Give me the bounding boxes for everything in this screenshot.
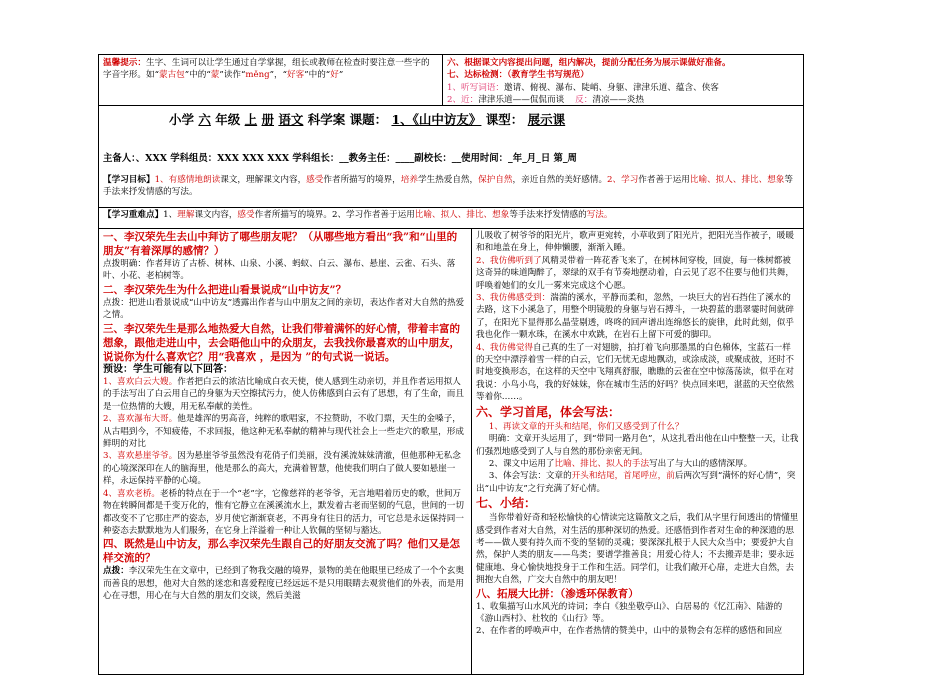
goal-text: 保护自然 bbox=[478, 175, 513, 185]
tip-text: ”中的“ bbox=[184, 70, 211, 81]
tip-word: 好客 bbox=[287, 70, 305, 81]
goal-text: ，亲近自然的美好感情。 bbox=[512, 175, 608, 185]
imagine-label: 2、我仿佛听到了 bbox=[476, 255, 542, 266]
item-highlight: 开头和结尾，首尾呼应，前 bbox=[571, 471, 675, 482]
tip-char: 蒙 bbox=[210, 70, 220, 81]
question-one: 一、李汉荣先生去山中拜访了哪些朋友呢？（从哪些地方看出“我”和“山里的朋友”有着深厚的感情？） bbox=[103, 231, 458, 257]
item-text: 2、课文中运用了 bbox=[488, 458, 555, 469]
imagine-label: 4、我仿佛觉得 bbox=[476, 342, 534, 353]
goal-text: 有感情地朗读 bbox=[168, 175, 221, 185]
item-text: 3、体会写法：文章的 bbox=[488, 471, 572, 482]
document-page bbox=[98, 54, 804, 675]
dictation-label: 1、听写词语： bbox=[447, 82, 505, 93]
tip-text: 生字、生词可以让学生通过自学掌握，组长或教师在检查时要注意一些字的字音字形。如“ bbox=[103, 58, 430, 81]
keypoint-text: 理解 bbox=[177, 210, 195, 220]
question-three: 三、李汉荣先生是那么地热爱大自然，让我们带着满怀的好心情，带着丰富的想象，跟他走进山中，去会晤他山中的众朋友，去我找你最喜欢的山中朋友，说说你为什么喜欢它？用“我喜欢 ，是因为 ”的句式说一说话。 bbox=[103, 322, 460, 363]
title-lesson: 1、《山中访友》 bbox=[391, 112, 482, 127]
goal-text: 2、学习 bbox=[607, 175, 639, 185]
title-type: 展示课 bbox=[527, 112, 566, 127]
imagine-text: 湍湍的溪水，平静而柔和，忽然，一块巨大的岩石挡住了溪水的去路，这下小溪急了，用整个明镜般的身躯与岩石搏斗，一块碧蓝的翡翠霎时间就碎了，在阳光下显得那么晶莹剔透，咚咚的回声谱出连绵悠长的旋律，此时此刻，似乎我也化作一颗水珠，在溪水中欢跳，在岩石上留下可爱的脚印。 bbox=[476, 293, 794, 341]
header-divider bbox=[99, 207, 803, 208]
keypoints-label: 【学习重难点】 bbox=[103, 210, 164, 220]
section-eight-heading: 八、拓展大比拼：（渗透环保教育） bbox=[476, 587, 639, 600]
anti-words: 清凉——炎热 bbox=[592, 95, 644, 106]
tip-text: ”读作“ bbox=[219, 70, 246, 81]
goal-text: 比喻、拟人、排比、想象 bbox=[689, 175, 785, 185]
tip-text: ” bbox=[338, 70, 344, 81]
tip-word: 蒙古包 bbox=[158, 70, 185, 81]
example-label: 2、喜欢瀑布大哥。 bbox=[103, 414, 178, 425]
example-label: 1、喜欢白云大嫂。 bbox=[103, 377, 178, 388]
right-column bbox=[471, 228, 804, 675]
title-subject: 语文 bbox=[278, 112, 304, 127]
example-text: 作者把白云的浓洁比喻成白衣天使，使人感到生动亲切，并且作者运用拟人的手法写出了白云用自己的身躯为天空擦拭污力，使人仿佛感到白云有了思想，有了生命，而且是一位热情的大嫂，用无私奉献的美性。 bbox=[103, 377, 464, 412]
learning-goals bbox=[103, 174, 799, 199]
example-label: 4、喜欢老桥。 bbox=[103, 488, 161, 499]
keypoint-text: 课文内容， bbox=[194, 210, 238, 220]
preparers-line: 主备人：、XXX 学科组员：XXX XXX XXX 学科组长：__教务主任：____副校长：__使用时间：_年_月_日 第_周 bbox=[103, 153, 577, 164]
dictation-words: 邀请、俯视、瀑布、陡峭、身躯、津津乐道、蕴含、侠客 bbox=[504, 82, 719, 93]
keypoint-text: 感受 bbox=[237, 210, 255, 220]
section-six-item3 bbox=[476, 470, 799, 495]
presets-label: 预设：学生可能有以下回答： bbox=[103, 363, 233, 375]
item-highlight: 比喻、排比、拟人的手法 bbox=[554, 458, 650, 469]
keypoint-text: 作者所描写的境界。 bbox=[254, 210, 332, 220]
example-text: 因为悬崖爷爷虽然没有花俏子们美丽，没有溪流妹妹清澈，但他那种无私念的心境深深印在人的脑海里，他是那么的高大，充满着智慧，他使我们明白了做人要如悬崖一样，永远保持平静的心境。 bbox=[103, 451, 461, 487]
goal-text: 1、 bbox=[154, 175, 169, 185]
section-six-item2 bbox=[476, 458, 799, 470]
tip-label: 温馨提示： bbox=[103, 58, 146, 68]
tip-text: ”中的“ bbox=[304, 70, 331, 81]
goals-label: 【学习目标】 bbox=[103, 175, 155, 185]
title-text: 科学案 课题： bbox=[307, 112, 388, 127]
example-two bbox=[103, 413, 467, 450]
example-text: 老桥的特点在于一个“老”字，它像慈祥的老爷爷，无言地唱着历史的歌，世间万物在转瞬间都是千变万化的，惟有它静立在溪溪流水上，默发着古老而坚韧的气息，世间的一切都改变不了它那庄严的姿态，岁月使它渐渐衰老，不再身有往日的活力，可它总是永远保持同一种姿态去默默地为人们服务，在它身上洋溢着一种让人钦佩的坚韧与豁达。 bbox=[103, 488, 464, 536]
goal-text: 学生热爱自然， bbox=[417, 175, 479, 185]
goal-text: 感受 bbox=[306, 175, 324, 185]
step-six-heading: 六、根据课文内容提出问题，组内解决，提前分配任务为展示课做好准备。 bbox=[447, 58, 731, 68]
item-text: 写出了与大山的感情深厚。 bbox=[649, 458, 753, 469]
title-text: 年级 bbox=[215, 112, 241, 127]
near-label: 2、近： bbox=[447, 95, 479, 106]
imagine-three bbox=[476, 292, 799, 342]
near-words: 津津乐道——侃侃而谈 bbox=[478, 95, 565, 106]
lesson-header bbox=[98, 105, 804, 229]
answer-four bbox=[103, 565, 467, 602]
title-text: 课型： bbox=[485, 112, 524, 127]
title-text: 册 bbox=[261, 112, 275, 127]
keypoint-text: 1、 bbox=[163, 210, 178, 220]
title-term: 上 bbox=[244, 112, 258, 127]
section-six-heading: 六、学习首尾，体会写法： bbox=[476, 404, 621, 419]
goal-text: 等手法来抒发情感的写法。 bbox=[103, 175, 794, 198]
extension-two: 2、在作者的呼唤声中，在作者热情的赞美中，山中的景物会有怎样的感悟和回应 bbox=[476, 626, 783, 637]
answer-text: 李汉荣先生在文章中，已经到了物我交融的境界，景物的美在他眼里已经成了一个个玄奥而善良的思想，他对大自然的迷恋和喜爱程度已经远远不是只用眼睛去观赏他们的外表，而是用心在寻想，用心在与大自然的朋友们交谈，然后美滋 bbox=[103, 566, 464, 602]
imagine-text: 自己真的生了一对翅膀，拍打着飞向那墨黑的白色棉体，宝蓝石一样的天空中漂浮着雪一样的白云，它们无忧无虑地飘动，或涂成淡，或聚成彼，还时不时地变换形态，在这样的天空中飞翔真舒服，瞧瞧的云雀在空中惊荡荡读，似乎在对我说：小鸟小鸟，我的好妹妹，你在城市生活的好吗？快点回来吧，湛蓝的天空依然等着你……。 bbox=[476, 342, 794, 403]
assessment-cell bbox=[442, 54, 804, 106]
imagine-label: 3、我仿佛感受到： bbox=[476, 293, 551, 304]
keypoint-text: 2、学习作者善于运用 bbox=[331, 210, 415, 220]
step-seven-heading: 七、达标检测：（教育学生书写规范） bbox=[447, 70, 589, 81]
left-column bbox=[98, 228, 472, 675]
imagine-text: 风精灵带着一阵花香飞来了，在树林间穿梭，回旋，每一株树都被这奇异的味道陶醉了，翠绿的双手有节奏地摆动着，白云见了忍不住要与他们共舞，呼唤着她们的女儿一雾来完成这个心愿。 bbox=[476, 255, 794, 291]
answer-one: 点拨明确：作者拜访了古桥、树林、山泉、小溪、蚂蚁、白云、瀑布、悬崖、云雀、石头、落叶、小花、老柏树等。 bbox=[103, 259, 456, 282]
keypoint-text: 比喻、拟人、排比、想象 bbox=[414, 210, 510, 220]
example-one bbox=[103, 376, 467, 413]
question-four: 四、既然是山中访友，那么李汉荣先生跟自己的好朋友交流了吗？他们又是怎样交流的？ bbox=[103, 538, 460, 565]
lesson-title bbox=[169, 112, 565, 128]
item-text: 后两次写到“满怀的好心情”，突出“山中访友”之行充满了好心情。 bbox=[476, 471, 796, 494]
example-label: 3、喜欢悬崖爷爷。 bbox=[103, 451, 178, 462]
answer-two: 点拨：把进山看景说成“山中访友”透露出作者与山中朋友之间的亲切，表达作者对大自然的热爱之情。 bbox=[103, 297, 465, 321]
key-points bbox=[103, 209, 799, 221]
question-two: 二、李汉荣先生为什么把进山看景说成“山中访友”？ bbox=[103, 283, 347, 296]
section-six-q1: 1、再读文章的开头和结尾，你们又感受到了什么？ bbox=[488, 421, 684, 432]
keypoint-text: 等手法来抒发情感的 bbox=[509, 210, 587, 220]
imagine-two bbox=[476, 255, 799, 292]
goal-text: 课文，理解课文内容， bbox=[220, 175, 307, 185]
section-six-answer: 明确：文章开头运用了，到“带同一路月色”，从这扎看出他在山中整整一天，让我们强烈地感受到了人与自然的那份亲密无间。 bbox=[476, 434, 799, 457]
tip-text: ”，“ bbox=[269, 70, 288, 81]
anti-label: 反： bbox=[575, 95, 593, 106]
tip-pinyin: měng bbox=[245, 70, 270, 81]
right-intro: 儿吸收了树爷爷的阳光片，歌声更宛转，小草收到了阳光片，把阳光当作被子，暖暖和和地盖在身上，伸伸懒腰，渐渐入睡。 bbox=[476, 231, 794, 254]
example-four bbox=[103, 488, 467, 538]
imagine-four bbox=[476, 342, 799, 404]
answer-label: 点拨： bbox=[103, 566, 129, 577]
extension-one: 1、收集描写山水风光的诗词；李白《独坐敬亭山》、白居易的《忆江南》、陆游的《游山西村》、杜牧的《山行》等。 bbox=[476, 601, 783, 624]
summary-text: 当你带着好奇和轻松愉快的心情读完这篇散文之后，我们从字里行间透出的情懂里感受到作者对大自然，对生活的那种深切的热爱。还感悟到作者对生命的种深遗的思考——做人要有持久而不变的坚韧的灵魂；要深深扎根于人民大众当中；要爱护大自然，保护人类的朋友——鸟类；要谱学推善良；用爱心待人；不去搬弄是非；要永远健康地、身心愉快地投身于工作和生活。同学们，让我们敞开心扉，走进大自然，去拥抱大自然，广交大自然中的朋友吧！ bbox=[476, 513, 799, 586]
tip-char: 好 bbox=[330, 70, 339, 81]
goal-text: 培养 bbox=[400, 175, 418, 185]
example-text: 他是雄浑的男高音，纯粹的歌唱家，不拉赞助，不收门票，天生的金嗓子，从古唱到今，不知疲倦，不求回报，他这种无私奉献的精神与现代社会上一些走穴的歌星，形成鲜明的对比 bbox=[103, 414, 464, 450]
dictation-line bbox=[447, 82, 799, 94]
keypoint-text: 写法。 bbox=[586, 210, 613, 220]
goal-text: 作者所描写的境界， bbox=[323, 175, 401, 185]
example-three bbox=[103, 450, 467, 487]
title-text: 小学 bbox=[169, 112, 195, 127]
goal-text: 作者善于运用 bbox=[638, 175, 690, 185]
section-seven-heading: 七、小结： bbox=[476, 496, 537, 511]
title-grade: 六 bbox=[198, 112, 211, 127]
tip-cell bbox=[98, 54, 443, 106]
